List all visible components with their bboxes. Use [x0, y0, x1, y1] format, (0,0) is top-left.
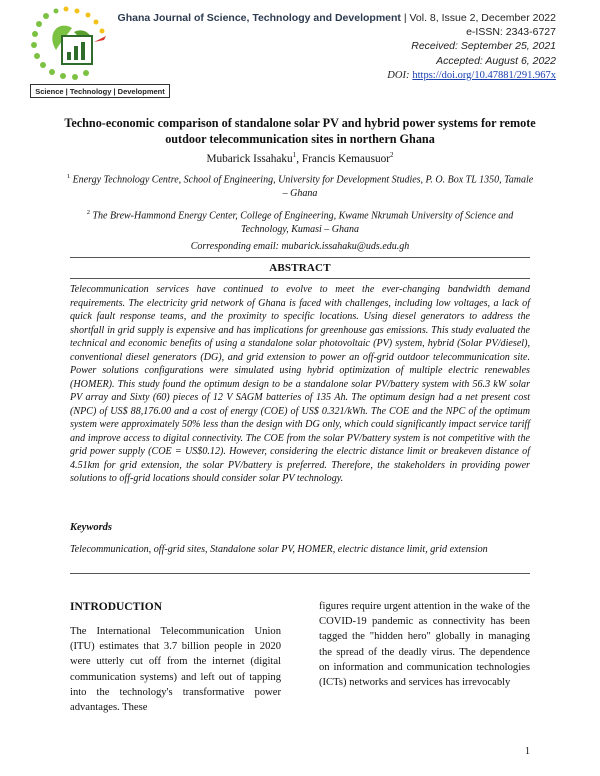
eissn: e-ISSN: 2343-6727	[466, 26, 556, 39]
affiliation-mark: 1	[66, 173, 71, 180]
introduction-column-left: The International Telecommunication Union (ITU) estimates that 3.7 billion people in 2020 were utterly cut off from the internet (digital communication systems) and left out of tapping into the technology's transformative power advantages. These	[70, 626, 281, 714]
logo-banner: Science | Technology | Development	[30, 84, 170, 98]
corresponding-email: Corresponding email: mubarick.issahaku@uds.edu.gh	[190, 241, 410, 252]
journal-name: Ghana Journal of Science, Technology and Development	[117, 12, 401, 24]
affiliation-2	[66, 206, 534, 236]
abstract-text: Telecommunication services have continued to evolve to meet the ever-changing bandwidth demand requirements. The electricity grid network of Ghana is faced with challenges, including low voltages, a lack of quick fault response teams, and the proximity to specific locations. Using diesel generators to address the shortfall in grid supply is expensive and has implications for greenhouse gas emissions. This study evaluated the technical and economic benefits of using a standalone solar photovoltaic (PV) system, hybrid (Solar PV/diesel), conventional diesel generators (DG), and grid extension to power an off-grid outdoor telecommunication site. Power solutions configurations were simulated using hybrid optimization of multiple electric renewables (HOMER). This study found the optimum design to be a standalone solar PV/battery system with 56.3 kW solar PV array and Sixty (60) pieces of 12 V SAGM batteries of 135 Ah. The optimum design had a net present cost (NPC) of US$ 88,176.00 and a cost of energy (COE) of US$ 0.321/kWh. The COE and the NPC of the optimum system were approximately 50% less than the design with DG only, which could significantly impact service tariff and improve access to digital connectivity. The COE from the solar PV/battery system is not competitive with the grid power supply (COE = US$0.12). However, considering the electric distance limit or breakeven distance of 4.51km for grid extension, the solar PV/battery is preferred. Therefore, the stakeholders in providing power solutions to off-grid locations should consider solar PV technology.	[70, 284, 530, 484]
divider	[70, 278, 530, 279]
divider	[70, 257, 530, 258]
doi-line	[118, 68, 556, 83]
doi-link[interactable]: https://doi.org/10.47881/291.967x	[412, 69, 556, 81]
author-name: Mubarick Issahaku	[206, 152, 293, 165]
introduction-column-right: figures require urgent attention in the wake of the COVID-19 pandemic as connectivity has been tagged the "hidden hero" globally in managing the spread of the deadly virus. The dependence on information and communication technologies (ICTs) networks and services has irrevocably	[319, 601, 530, 689]
journal-citation-line	[118, 11, 556, 25]
authors	[0, 151, 600, 165]
affiliation-1	[66, 170, 534, 200]
introduction-heading: INTRODUCTION	[70, 601, 163, 613]
abstract-heading: ABSTRACT	[269, 262, 331, 274]
received-date: Received: September 25, 2021	[411, 40, 556, 53]
paper-title: Techno-economic comparison of standalone solar PV and hybrid power systems for remote outdoor telecommunication sites in northern Ghana	[64, 116, 536, 146]
accepted-date: Accepted: August 6, 2022	[436, 54, 556, 67]
affiliation-text: The Brew-Hammond Energy Center, College of Engineering, Kwame Nkrumah University of Science and Technology, Kumasi – Ghana	[89, 210, 514, 235]
page-number: 1	[525, 746, 530, 757]
divider	[70, 573, 530, 574]
volume-issue: | Vol. 8, Issue 2, December 2022	[403, 12, 556, 24]
author-separator: ,	[296, 152, 302, 165]
keywords-heading: Keywords	[70, 522, 112, 533]
author-name: Francis Kemausuor	[301, 152, 391, 165]
journal-header	[118, 11, 556, 83]
affiliation-mark: 2	[86, 209, 90, 216]
author-affiliation-mark: 1	[292, 151, 297, 159]
doi-label: DOI:	[387, 69, 410, 81]
affiliation-text: Energy Technology Centre, School of Engineering, University for Development Studies, P. O. Box TL 1350, Tamale – Ghana	[70, 174, 534, 199]
keywords-text: Telecommunication, off-grid sites, Standalone solar PV, HOMER, electric distance limit, grid extension	[70, 544, 488, 555]
author-affiliation-mark: 2	[390, 151, 394, 159]
